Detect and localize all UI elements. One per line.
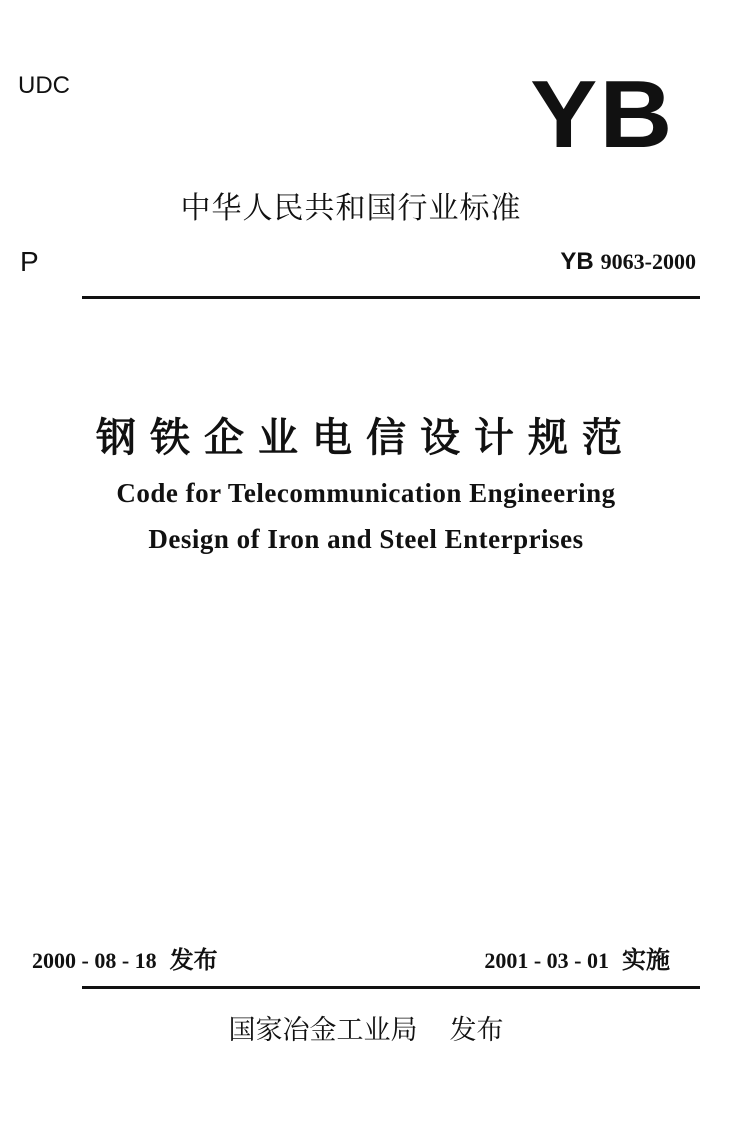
issuer-action: 发布 [449, 1015, 504, 1046]
yb-logo: YB [529, 61, 674, 168]
udc-label: UDC [18, 72, 70, 99]
classification-code: P [20, 246, 39, 277]
title-english-line1: Code for Telecommunication Engineering [116, 478, 616, 508]
effective-date-block [484, 940, 670, 975]
title-chinese: 钢铁企业电信设计规范 [96, 415, 636, 461]
publish-date: 2000 - 08 - 18 [32, 948, 157, 973]
issuer-name: 国家冶金工业局 [228, 1015, 418, 1046]
standard-number [560, 248, 696, 276]
title-english-line2: Design of Iron and Steel Enterprises [148, 524, 584, 554]
header-divider [82, 296, 700, 299]
industry-standard-title [0, 183, 732, 227]
footer-divider [82, 986, 700, 989]
effective-date: 2001 - 03 - 01 [484, 948, 609, 973]
issuer-line [0, 1008, 732, 1047]
effective-label: 实施 [622, 946, 670, 974]
industry-standard-title-text: 中华人民共和国行业标准 [180, 191, 522, 226]
standard-prefix: YB [560, 248, 594, 275]
publish-label: 发布 [169, 946, 218, 974]
publish-date-block [32, 940, 218, 975]
standard-number-value: 9063-2000 [600, 249, 696, 274]
